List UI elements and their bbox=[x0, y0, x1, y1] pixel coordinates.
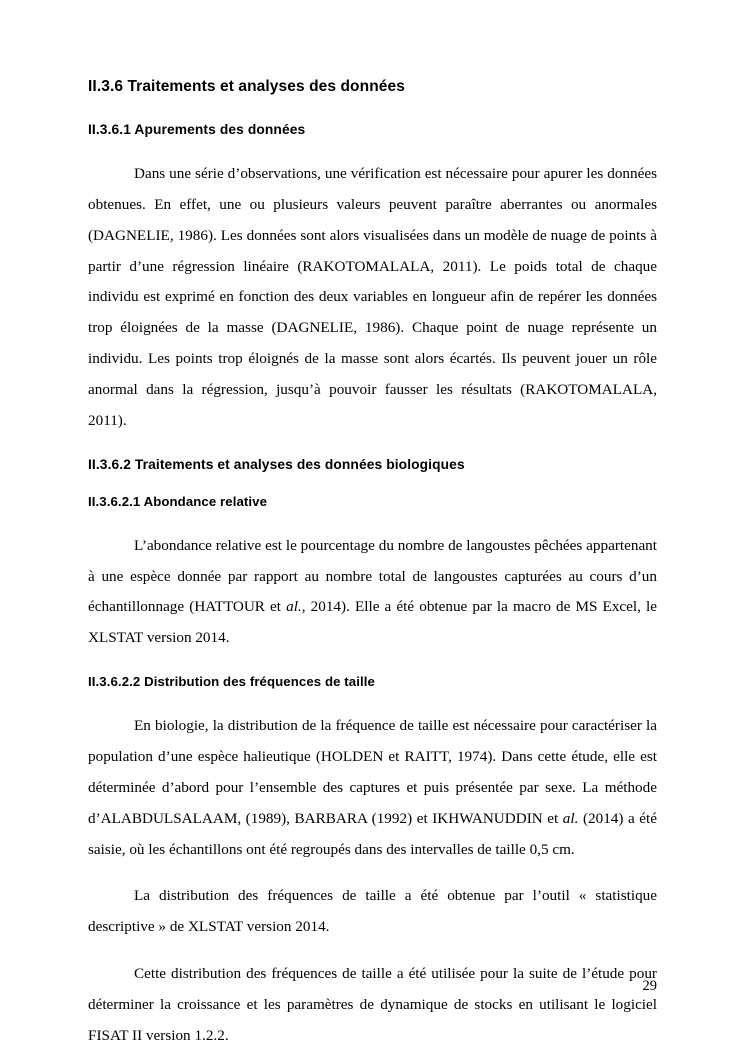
spacer bbox=[88, 689, 657, 711]
spacer bbox=[88, 96, 657, 122]
spacer bbox=[88, 943, 657, 959]
spacer bbox=[88, 437, 657, 457]
section-heading-ii-3-6: II.3.6 Traitements et analyses des données bbox=[88, 78, 405, 95]
spacer bbox=[88, 137, 657, 159]
section-heading-ii-3-6-1: II.3.6.1 Apurements des données bbox=[88, 122, 306, 137]
paragraph-distribution-outil: La distribution des fréquences de taille a été obtenue par l’outil « statistique descriptive » de XLSTAT version 2014. bbox=[88, 887, 657, 936]
spacer bbox=[88, 865, 657, 881]
section-heading-ii-3-6-2-1: II.3.6.2.1 Abondance relative bbox=[88, 493, 268, 509]
paragraph-abondance-relative: L’abondance relative est le pourcentage du nombre de langoustes pêchées appartenant à une espèce donnée par rapport au nombre total de langoustes capturées au cours d’un échantillonnage (HATTOUR et al., 2014). Elle a été obtenue par la macro de MS Excel, le XLSTAT version 2014. bbox=[88, 536, 658, 647]
section-heading-ii-3-6-2: II.3.6.2 Traitements et analyses des données biologiques bbox=[88, 456, 465, 472]
page-number: 29 bbox=[642, 978, 657, 994]
paragraph-distribution-frequences: En biologie, la distribution de la fréquence de taille est nécessaire pour caractériser la population d’une espèce halieutique (HOLDEN et RAITT, 1974). Dans cette étude, elle est déterminée d’abord pour l’ensemble des captures et puis présentée par sexe. La méthode d’ALABDULSALAAM, (1989), BARBARA (1992) et IKHWANUDDIN et al. (2014) a été saisie, où les échantillons ont été regroupés dans des intervalles de taille 0,5 cm. bbox=[88, 717, 657, 858]
section-heading-ii-3-6-2-2: II.3.6.2.2 Distribution des fréquences de taille bbox=[88, 674, 375, 690]
spacer bbox=[88, 509, 657, 531]
spacer bbox=[88, 472, 657, 494]
spacer bbox=[88, 654, 657, 674]
paragraph-apurements: Dans une série d’observations, une vérification est nécessaire pour apurer les données obtenues. En effet, une ou plusieurs valeurs peuvent paraître aberrantes ou anormales (DAGNELIE, 1986). Les données sont alors visualisées dans un modèle de nuage de points à partir d’une régression linéaire (RAKOTOMALALA, 2011). Le poids total de chaque individu est exprimé en fonction des deux variables en longueur afin de repérer les données trop éloignées de la masse (DAGNELIE, 1986). Chaque point de nuage représente un individu. Les points trop éloignés de la masse sont alors écartés. Ils peuvent jouer un rôle anormal dans la régression, jusqu’à pouvoir fausser les résultats (RAKOTOMALALA, 2011). bbox=[88, 165, 657, 429]
paragraph-distribution-croissance: Cette distribution des fréquences de taille a été utilisée pour la suite de l’étude pour déterminer la croissance et les paramètres de dynamique de stocks en utilisant le logiciel FISAT II version 1.2.2. bbox=[88, 965, 657, 1044]
